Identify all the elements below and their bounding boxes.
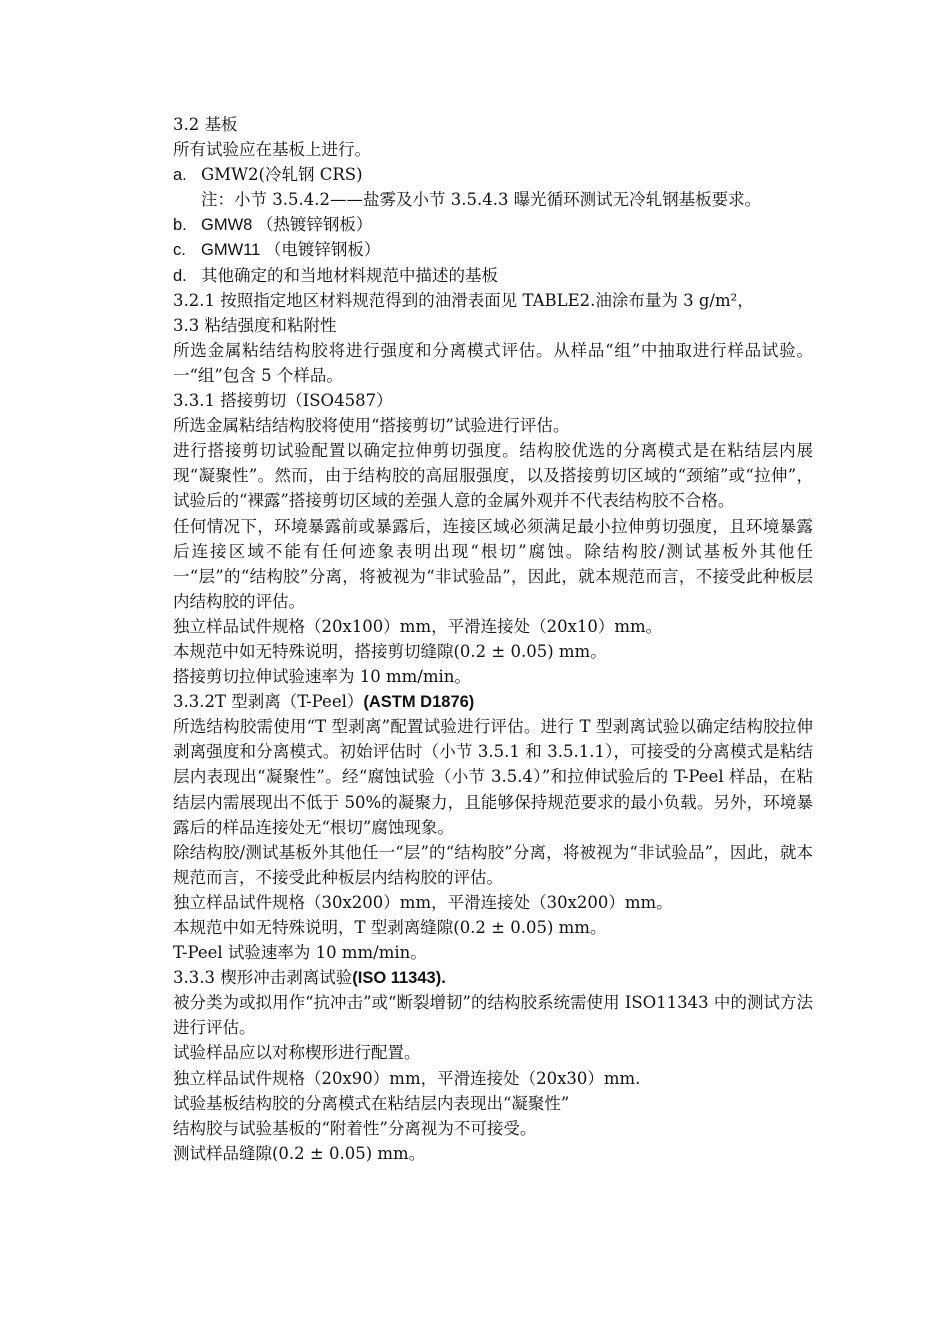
section-3-3-3-specimen-size: 独立样品试件规格（20x90）mm，平滑连接处（20x30）mm.	[173, 1068, 641, 1088]
section-3-3-1-speed: 搭接剪切拉伸试验速率为 10 mm/min。	[173, 667, 471, 687]
list-marker: c.	[173, 241, 186, 260]
section-3-3-2-speed: T-Peel 试验速率为 10 mm/min。	[173, 943, 427, 963]
section-3-3-2-title	[173, 689, 813, 714]
section-3-3-3-paragraph-2: 试验样品应以对称楔形进行配置。	[173, 1043, 421, 1063]
list-item-c	[173, 237, 813, 262]
section-3-3-paragraph: 所选金属粘结结构胶将进行强度和分离模式评估。从样品“组”中抽取进行样品试验。一“组”包含 5 个样品。	[173, 340, 813, 385]
list-marker: d.	[173, 266, 187, 285]
section-3-3-2-paragraph-1: 所选结构胶需使用“T 型剥离”配置试验进行评估。进行 T 型剥离试验以确定结构胶拉伸剥离强度和分离模式。初始评估时（小节 3.5.1 和 3.5.1.1），可接受的分离模式是粘结层内表现出“凝聚性”。经“腐蚀试验（小节 3.5.4）”和拉伸试验后的 T-Peel 样品，在粘结层内需展现出不低于 50%的凝聚力，且能够保持规范要求的最小负载。另外，环境暴露后的样品连接处无“根切”腐蚀现象。	[173, 717, 813, 837]
section-3-3-1-gap: 本规范中如无特殊说明，搭接剪切缝隙(0.2 ± 0.05) mm。	[173, 641, 607, 661]
list-item-text: GMW2(冷轧钢 CRS)	[201, 165, 363, 185]
list-item-text: 其他确定的和当地材料规范中描述的基板	[201, 265, 498, 285]
section-3-3-1-specimen-size: 独立样品试件规格（20x100）mm，平滑连接处（20x10）mm。	[173, 616, 663, 636]
section-3-3-2-specimen-size: 独立样品试件规格（30x200）mm，平滑连接处（30x200）mm。	[173, 892, 673, 912]
list-item-d	[173, 263, 813, 288]
section-3-3-3-gap: 测试样品缝隙(0.2 ± 0.05) mm。	[173, 1143, 426, 1163]
section-3-2-intro: 所有试验应在基板上进行。	[173, 140, 371, 160]
section-3-3-3-title-text: 3.3.3 楔形冲击剥离试验	[173, 968, 353, 988]
section-3-3-1-paragraph-1: 所选金属粘结结构胶将使用“搭接剪切”试验进行评估。	[173, 416, 570, 436]
section-3-3-3-adhesion: 结构胶与试验基板的“附着性”分离视为不可接受。	[173, 1118, 537, 1138]
section-3-3-title: 3.3 粘结强度和粘附性	[173, 315, 337, 335]
section-3-3-1-title: 3.3.1 搭接剪切（ISO4587）	[173, 391, 393, 411]
section-3-3-1-paragraph-2: 进行搭接剪切试验配置以确定拉伸剪切强度。结构胶优选的分离模式是在粘结层内展现“凝聚性”。然而，由于结构胶的高屈服强度，以及搭接剪切区域的“颈缩”或“拉伸”，试验后的“裸露”搭接剪切区域的差强人意的金属外观并不代表结构胶不合格。	[173, 441, 813, 511]
section-3-3-3-failure-mode: 试验基板结构胶的分离模式在粘结层内表现出“凝聚性”	[173, 1093, 570, 1113]
section-3-3-2-gap: 本规范中如无特殊说明，T 型剥离缝隙(0.2 ± 0.05) mm。	[173, 918, 607, 937]
list-marker: b.	[173, 216, 187, 235]
document-page	[173, 112, 813, 1166]
section-3-2-title: 3.2 基板	[173, 115, 238, 134]
section-3-3-2-title-text: 3.3.2T 型剥离（T-Peel）	[173, 692, 364, 712]
section-3-3-3-paragraph-1: 被分类为或拟用作“抗冲击”或“断裂增韧”的结构胶系统需使用 ISO11343 中的测试方法进行评估。	[173, 993, 813, 1038]
list-item-text: GMW8 （热镀锌钢板）	[201, 216, 373, 235]
list-item-text: GMW11 （电镀锌钢板）	[201, 241, 381, 260]
list-item-a	[173, 162, 813, 187]
section-3-3-2-standard: (ASTM D1876)	[363, 693, 475, 712]
section-3-3-1-paragraph-3: 任何情况下，环境暴露前或暴露后，连接区域必须满足最小拉伸剪切强度，且环境暴露后连接区域不能有任何迹象表明出现“根切”腐蚀。除结构胶/测试基板外其他任一“层”的“结构胶”分离，将被视为“非试验品”，因此，就本规范而言，不接受此种板层内结构胶的评估。	[173, 516, 813, 611]
section-3-2-1: 3.2.1 按照指定地区材料规范得到的油滑表面见 TABLE2.油涂布量为 3 g/m²，	[173, 290, 754, 310]
list-item-b	[173, 212, 813, 237]
list-note: 注：小节 3.5.4.2——盐雾及小节 3.5.4.3 曝光循环测试无冷轧钢基板要求。	[201, 190, 762, 210]
section-3-3-2-paragraph-2: 除结构胶/测试基板外其他任一“层”的“结构胶”分离，将被视为“非试验品”，因此，就本规范而言，不接受此种板层内结构胶的评估。	[173, 842, 813, 887]
list-marker: a.	[173, 166, 187, 185]
section-3-3-3-standard: (ISO 11343).	[352, 969, 446, 988]
section-3-3-3-title	[173, 965, 813, 990]
